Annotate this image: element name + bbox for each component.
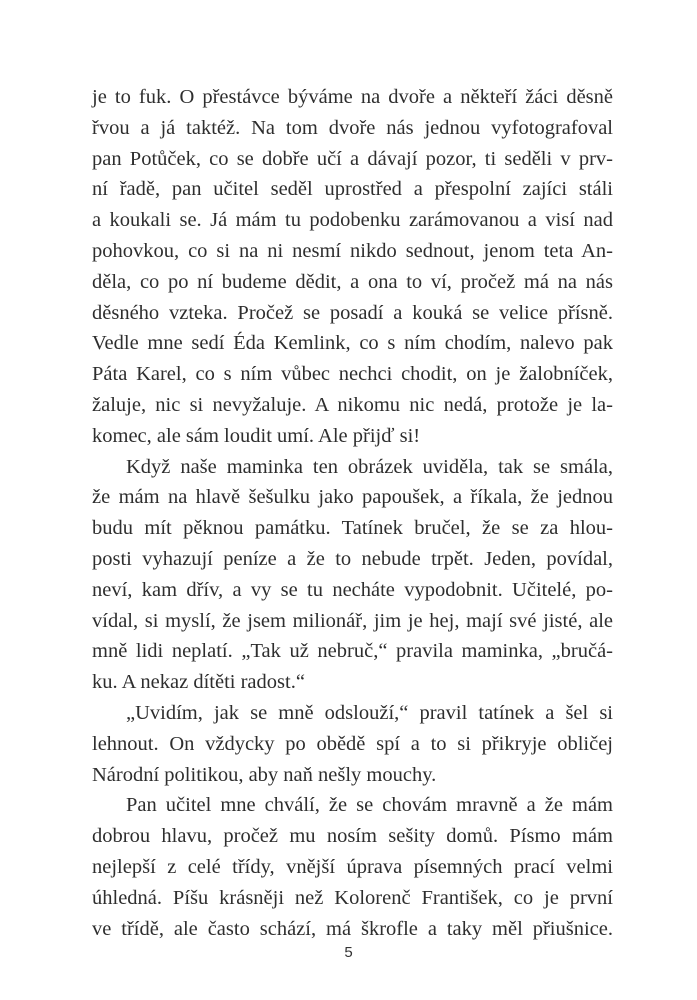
paragraph [92,790,613,944]
paragraph [92,82,613,452]
text-line: děla, co po ní budeme dědit, a ona to ví, pročež má na nás [92,270,613,293]
text-line: mně lidi neplatí. „Tak už nebruč,“ pravila maminka, „bručá- [92,640,613,663]
text-line: „Uvidím, jak se mně odslouží,“ pravil tatínek a šel si [126,701,613,724]
text-line: úhledná. Píšu krásněji než Kolorenč František, co je první [92,886,613,909]
paragraph [92,452,613,698]
text-line: ve třídě, ale často schází, má škrofle a taky měl přiušnice. [92,917,613,940]
text-line: Když naše maminka ten obrázek uviděla, tak se smála, [126,455,613,478]
text-line: ní řadě, pan učitel seděl uprostřed a přespolní zajíci stáli [92,178,613,201]
text-line: je to fuk. O přestávce býváme na dvoře a někteří žáci děsně [92,86,613,108]
text-line: pan Potůček, co se dobře učí a dávají pozor, ti seděli v prv- [92,147,613,170]
text-line: že mám na hlavě šešulku jako papoušek, a říkala, že jednou [92,486,613,509]
text-line: ku. A nekaz dítěti radost.“ [92,671,305,694]
text-line: posti vyhazují peníze a že to nebude trpět. Jeden, povídal, [92,547,613,570]
page-number: 5 [344,944,353,961]
text-line: dobrou hlavu, pročež mu nosím sešity domů. Písmo mám [92,825,613,848]
text-line: neví, kam dřív, a vy se tu necháte vypodobnit. Učitelé, po- [92,578,613,601]
text-line: vídal, si myslí, že jsem milionář, jim je hej, mají své jisté, ale [92,609,613,632]
text-line: děsného vzteka. Pročež se posadí a kouká se velice přísně. [92,301,613,324]
paragraph [92,698,613,790]
text-line: řvou a já taktéž. Na tom dvoře nás jednou vyfotografoval [92,116,613,139]
text-line: Páta Karel, co s ním vůbec nechci chodit, on je žalobníček, [92,363,613,386]
text-line: lehnout. On vždycky po obědě spí a to si přikryje obličej [92,732,613,755]
text-line: Pan učitel mne chválí, že se chovám mravně a že mám [126,794,613,817]
text-line: Vedle mne sedí Éda Kemlink, co s ním chodím, nalevo pak [92,332,613,355]
text-line: Národní politikou, aby naň nešly mouchy. [92,763,437,786]
text-line: a koukali se. Já mám tu podobenku zarámovanou a visí nad [92,209,613,232]
text-line: nejlepší z celé třídy, vnější úprava písemných prací velmi [92,855,613,878]
page-body-text [92,82,613,944]
text-line: pohovkou, co si na ni nesmí nikdo sednout, jenom teta An- [92,239,613,262]
text-line: žaluje, nic si nevyžaluje. A nikomu nic nedá, protože je la- [92,393,613,416]
text-line: budu mít pěknou památku. Tatínek bručel, že se za hlou- [92,517,613,540]
text-line: komec, ale sám loudit umí. Ale přijď si! [92,424,421,447]
